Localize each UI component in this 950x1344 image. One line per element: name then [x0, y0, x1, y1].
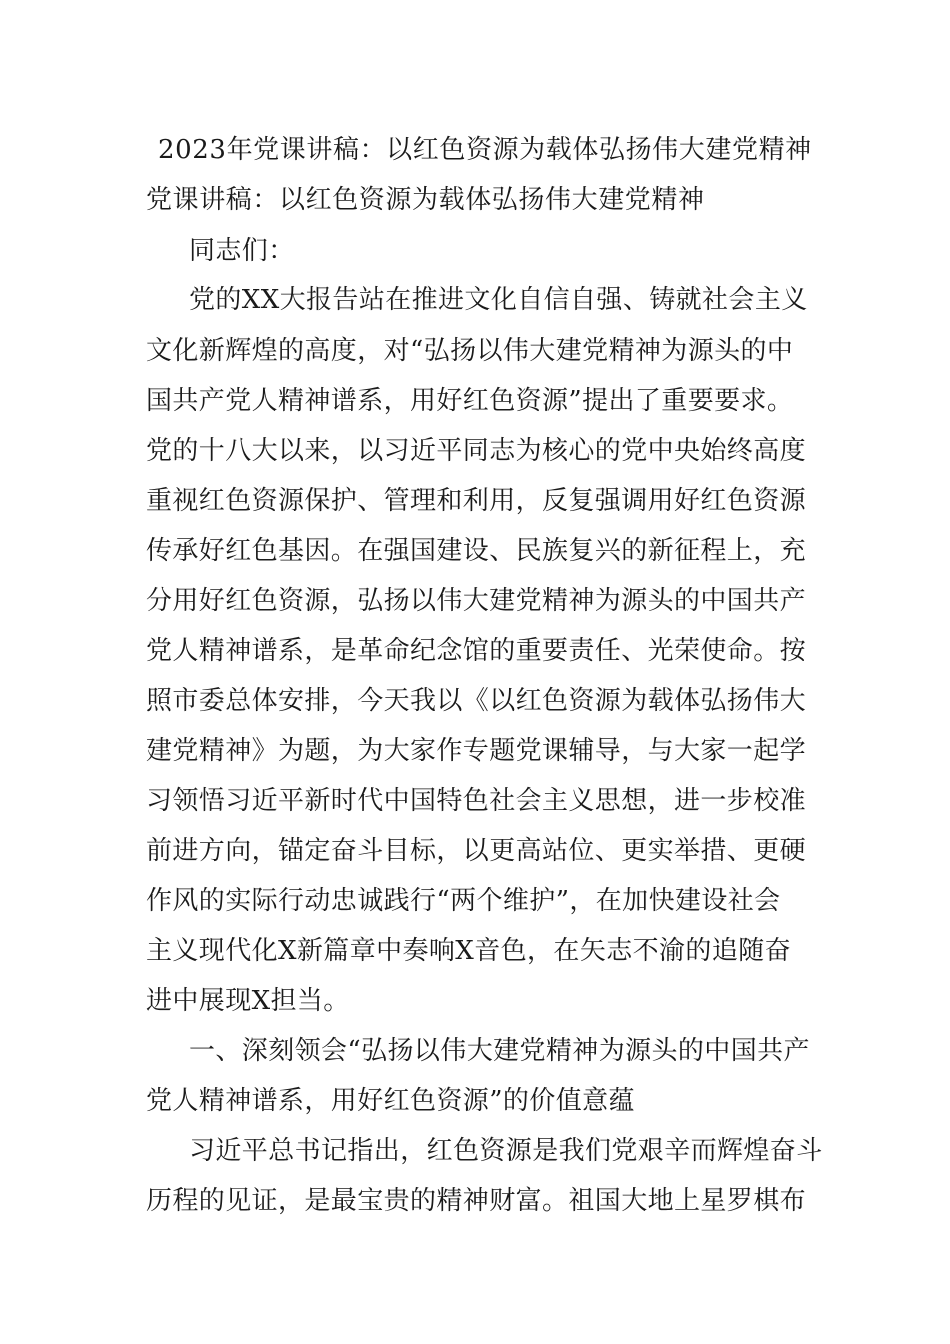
salutation: 同志们：	[189, 236, 295, 266]
body-line: 党的十八大以来，以习近平同志为核心的党中央始终高度	[146, 436, 807, 466]
body-line: 国共产党人精神谱系，用好红色资源”提出了重要要求。	[146, 386, 794, 416]
body-line: 党的XX大报告站在推进文化自信自强、铸就社会主义	[189, 285, 808, 315]
document-title: 2023年党课讲稿：以红色资源为载体弘扬伟大建党精神	[158, 135, 812, 165]
body-line: 党人精神谱系，是革命纪念馆的重要责任、光荣使命。按	[146, 636, 807, 666]
body-line: 主义现代化X新篇章中奏响X音色，在矢志不渝的追随奋	[146, 936, 792, 966]
body-line: 传承好红色基因。在强国建设、民族复兴的新征程上，充	[146, 536, 807, 566]
body-line: 进中展现X担当。	[146, 986, 350, 1016]
body-line: 分用好红色资源，弘扬以伟大建党精神为源头的中国共产	[146, 586, 807, 616]
document-subtitle: 党课讲稿：以红色资源为载体弘扬伟大建党精神	[146, 185, 705, 215]
body-line: 重视红色资源保护、管理和利用，反复强调用好红色资源	[146, 486, 807, 516]
section-heading: 一、深刻领会“弘扬以伟大建党精神为源头的中国共产	[189, 1036, 810, 1066]
body-line: 习领悟习近平新时代中国特色社会主义思想，进一步校准	[146, 786, 807, 816]
body-line: 文化新辉煌的高度，对“弘扬以伟大建党精神为源头的中	[146, 336, 794, 366]
body-line: 建党精神》为题，为大家作专题党课辅导，与大家一起学	[146, 736, 807, 766]
body-line: 照市委总体安排，今天我以《以红色资源为载体弘扬伟大	[146, 686, 807, 716]
body-line: 前进方向，锚定奋斗目标，以更高站位、更实举措、更硬	[146, 836, 807, 866]
body-line: 作风的实际行动忠诚践行“两个维护”，在加快建设社会	[146, 886, 781, 916]
section-heading-continued: 党人精神谱系，用好红色资源”的价值意蕴	[146, 1086, 635, 1116]
body-line: 历程的见证，是最宝贵的精神财富。祖国大地上星罗棋布	[146, 1186, 807, 1216]
body-line: 习近平总书记指出，红色资源是我们党艰辛而辉煌奋斗	[189, 1136, 823, 1166]
